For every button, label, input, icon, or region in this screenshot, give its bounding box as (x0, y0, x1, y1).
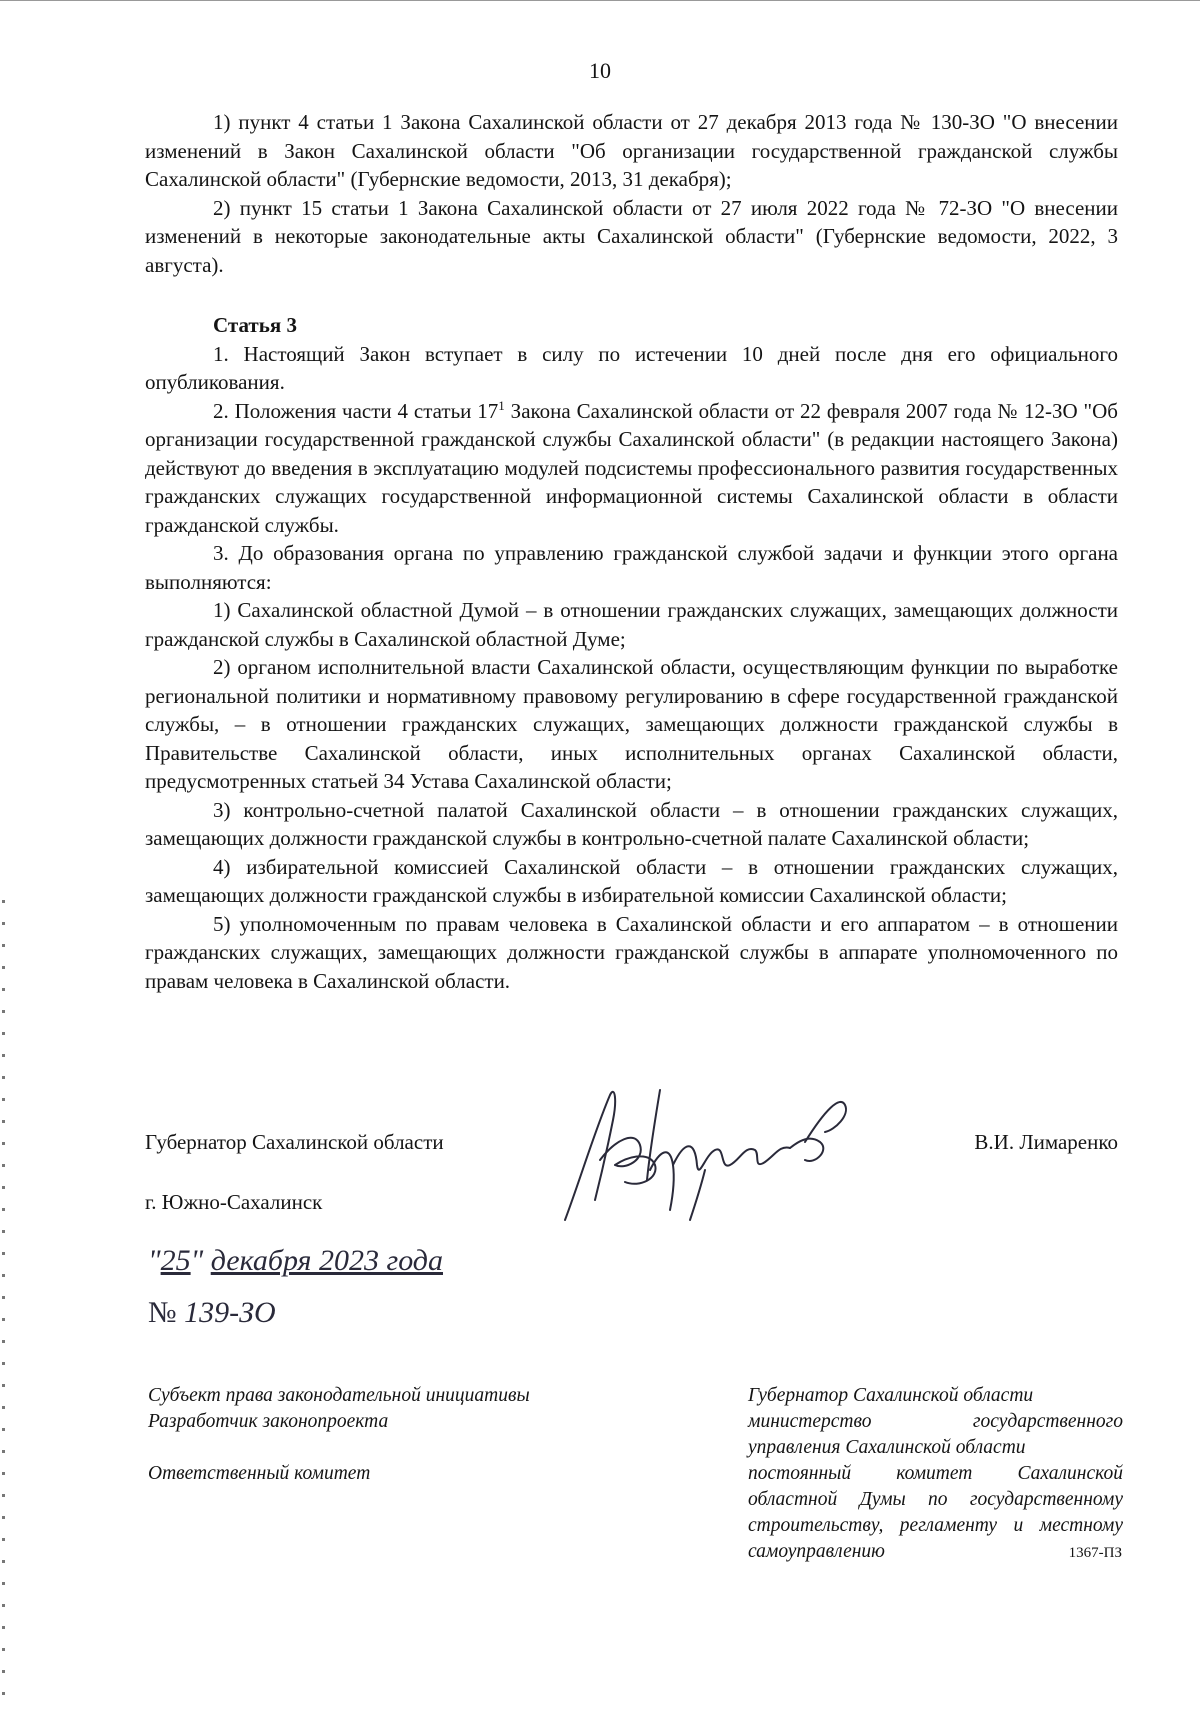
date-day: 25 (160, 1244, 191, 1277)
superscript: 1 (498, 397, 505, 413)
date-month-year: декабря 2023 года (210, 1244, 443, 1277)
reference-item-2: 2) пункт 15 статьи 1 Закона Сахалинской области от 27 июля 2022 года № 72-ЗО "О внесении изменений в некоторые законодательные акты Сахалинской области" (Губернские ведомости, 2022, 3 августа). (145, 195, 1118, 277)
footer-value-developer: министерство государственного управления Сахалинской области (748, 1411, 1123, 1458)
page-number: 10 (589, 58, 611, 83)
scan-left-margin-marks (2, 900, 5, 1700)
signatory-name: В.И. Лимаренко (974, 1130, 1118, 1154)
list-item: 4) избирательной комиссией Сахалинской области – в отношении гражданских служащих, замещающих должности гражданской службы в избирательной комиссии Сахалинской области; (145, 854, 1118, 907)
document-code: 1367-ПЗ (1068, 1545, 1122, 1561)
footer-label-initiative: Субъект права законодательной инициативы (148, 1385, 530, 1406)
list-item: 1) Сахалинской областной Думой – в отношении гражданских служащих, замещающих должности гражданской службы в Сахалинской областной Думе; (145, 598, 1118, 651)
article-paragraph-2 (145, 397, 1118, 540)
handwritten-date (148, 1244, 443, 1278)
date-quote-close: " (190, 1244, 204, 1277)
article-paragraph-3: 3. До образования органа по управлению гражданской службой задачи и функции этого органа выполняются: (145, 541, 1118, 594)
footer-label-developer: Разработчик законопроекта (148, 1411, 389, 1432)
footer-value-committee: постоянный комитет Сахалинской областной Думы по государственному строительству, регламенту и местному самоуправлению (748, 1463, 1123, 1562)
paragraph-2-rest: Закона Сахалинской области от 22 февраля 2007 года № 12-ЗО "Об организации государственной гражданской службы Сахалинской области" (в редакции настоящего Закона) действуют до введения в эксплуатацию модулей подсистемы профессионального развития государственных гражданских служащих государственной информационной системы Сахалинской области в области гражданской службы. (145, 398, 1118, 537)
reference-item-1: 1) пункт 4 статьи 1 Закона Сахалинской области от 27 декабря 2013 года № 130-ЗО "О внесении изменений в Закон Сахалинской области "Об организации государственной гражданской службы Сахалинской области" (Губернские ведомости, 2013, 31 декабря); (145, 110, 1118, 191)
footer-left-labels (148, 1383, 618, 1487)
law-number (148, 1296, 276, 1330)
paragraph-2-start: 2. Положения части 4 статьи 17 (213, 398, 499, 423)
footer-right-values (748, 1383, 1123, 1565)
list-item: 5) уполномоченным по правам человека в Сахалинской области и его аппаратом – в отношении гражданских служащих, замещающих должности гражданской службы в аппарате уполномоченного по правам человека в Сахалинской области. (145, 911, 1118, 993)
article-title: Статья 3 (213, 313, 297, 337)
city: г. Южно-Сахалинск (145, 1190, 323, 1214)
list-item: 3) контрольно-счетной палатой Сахалинской области – в отношении гражданских служащих, замещающих должности гражданской службы в контрольно-счетной палате Сахалинской области; (145, 797, 1118, 850)
number-value: 139-ЗО (184, 1296, 276, 1329)
footer-label-committee: Ответственный комитет (148, 1463, 371, 1484)
signatory-position: Губернатор Сахалинской области (145, 1130, 444, 1154)
document-body (145, 108, 1118, 995)
date-quote-open: " (148, 1244, 161, 1277)
footer-value-initiative: Губернатор Сахалинской области (748, 1385, 1034, 1406)
article-paragraph-1: 1. Настоящий Закон вступает в силу по истечении 10 дней после дня его официального опубликования. (145, 341, 1118, 394)
number-prefix: № (148, 1296, 177, 1329)
scan-top-edge (0, 0, 1200, 9)
list-item: 2) органом исполнительной власти Сахалинской области, осуществляющим функции по выработке региональной политики и нормативному правовому регулированию в сфере государственной гражданской службы, – в отношении гражданских служащих, замещающих должности гражданской службы в Правительстве Сахалинской области, иных исполнительных органах Сахалинской области, предусмотренных статьей 34 Устава Сахалинской области; (145, 655, 1118, 793)
handwritten-signature (555, 1070, 885, 1230)
